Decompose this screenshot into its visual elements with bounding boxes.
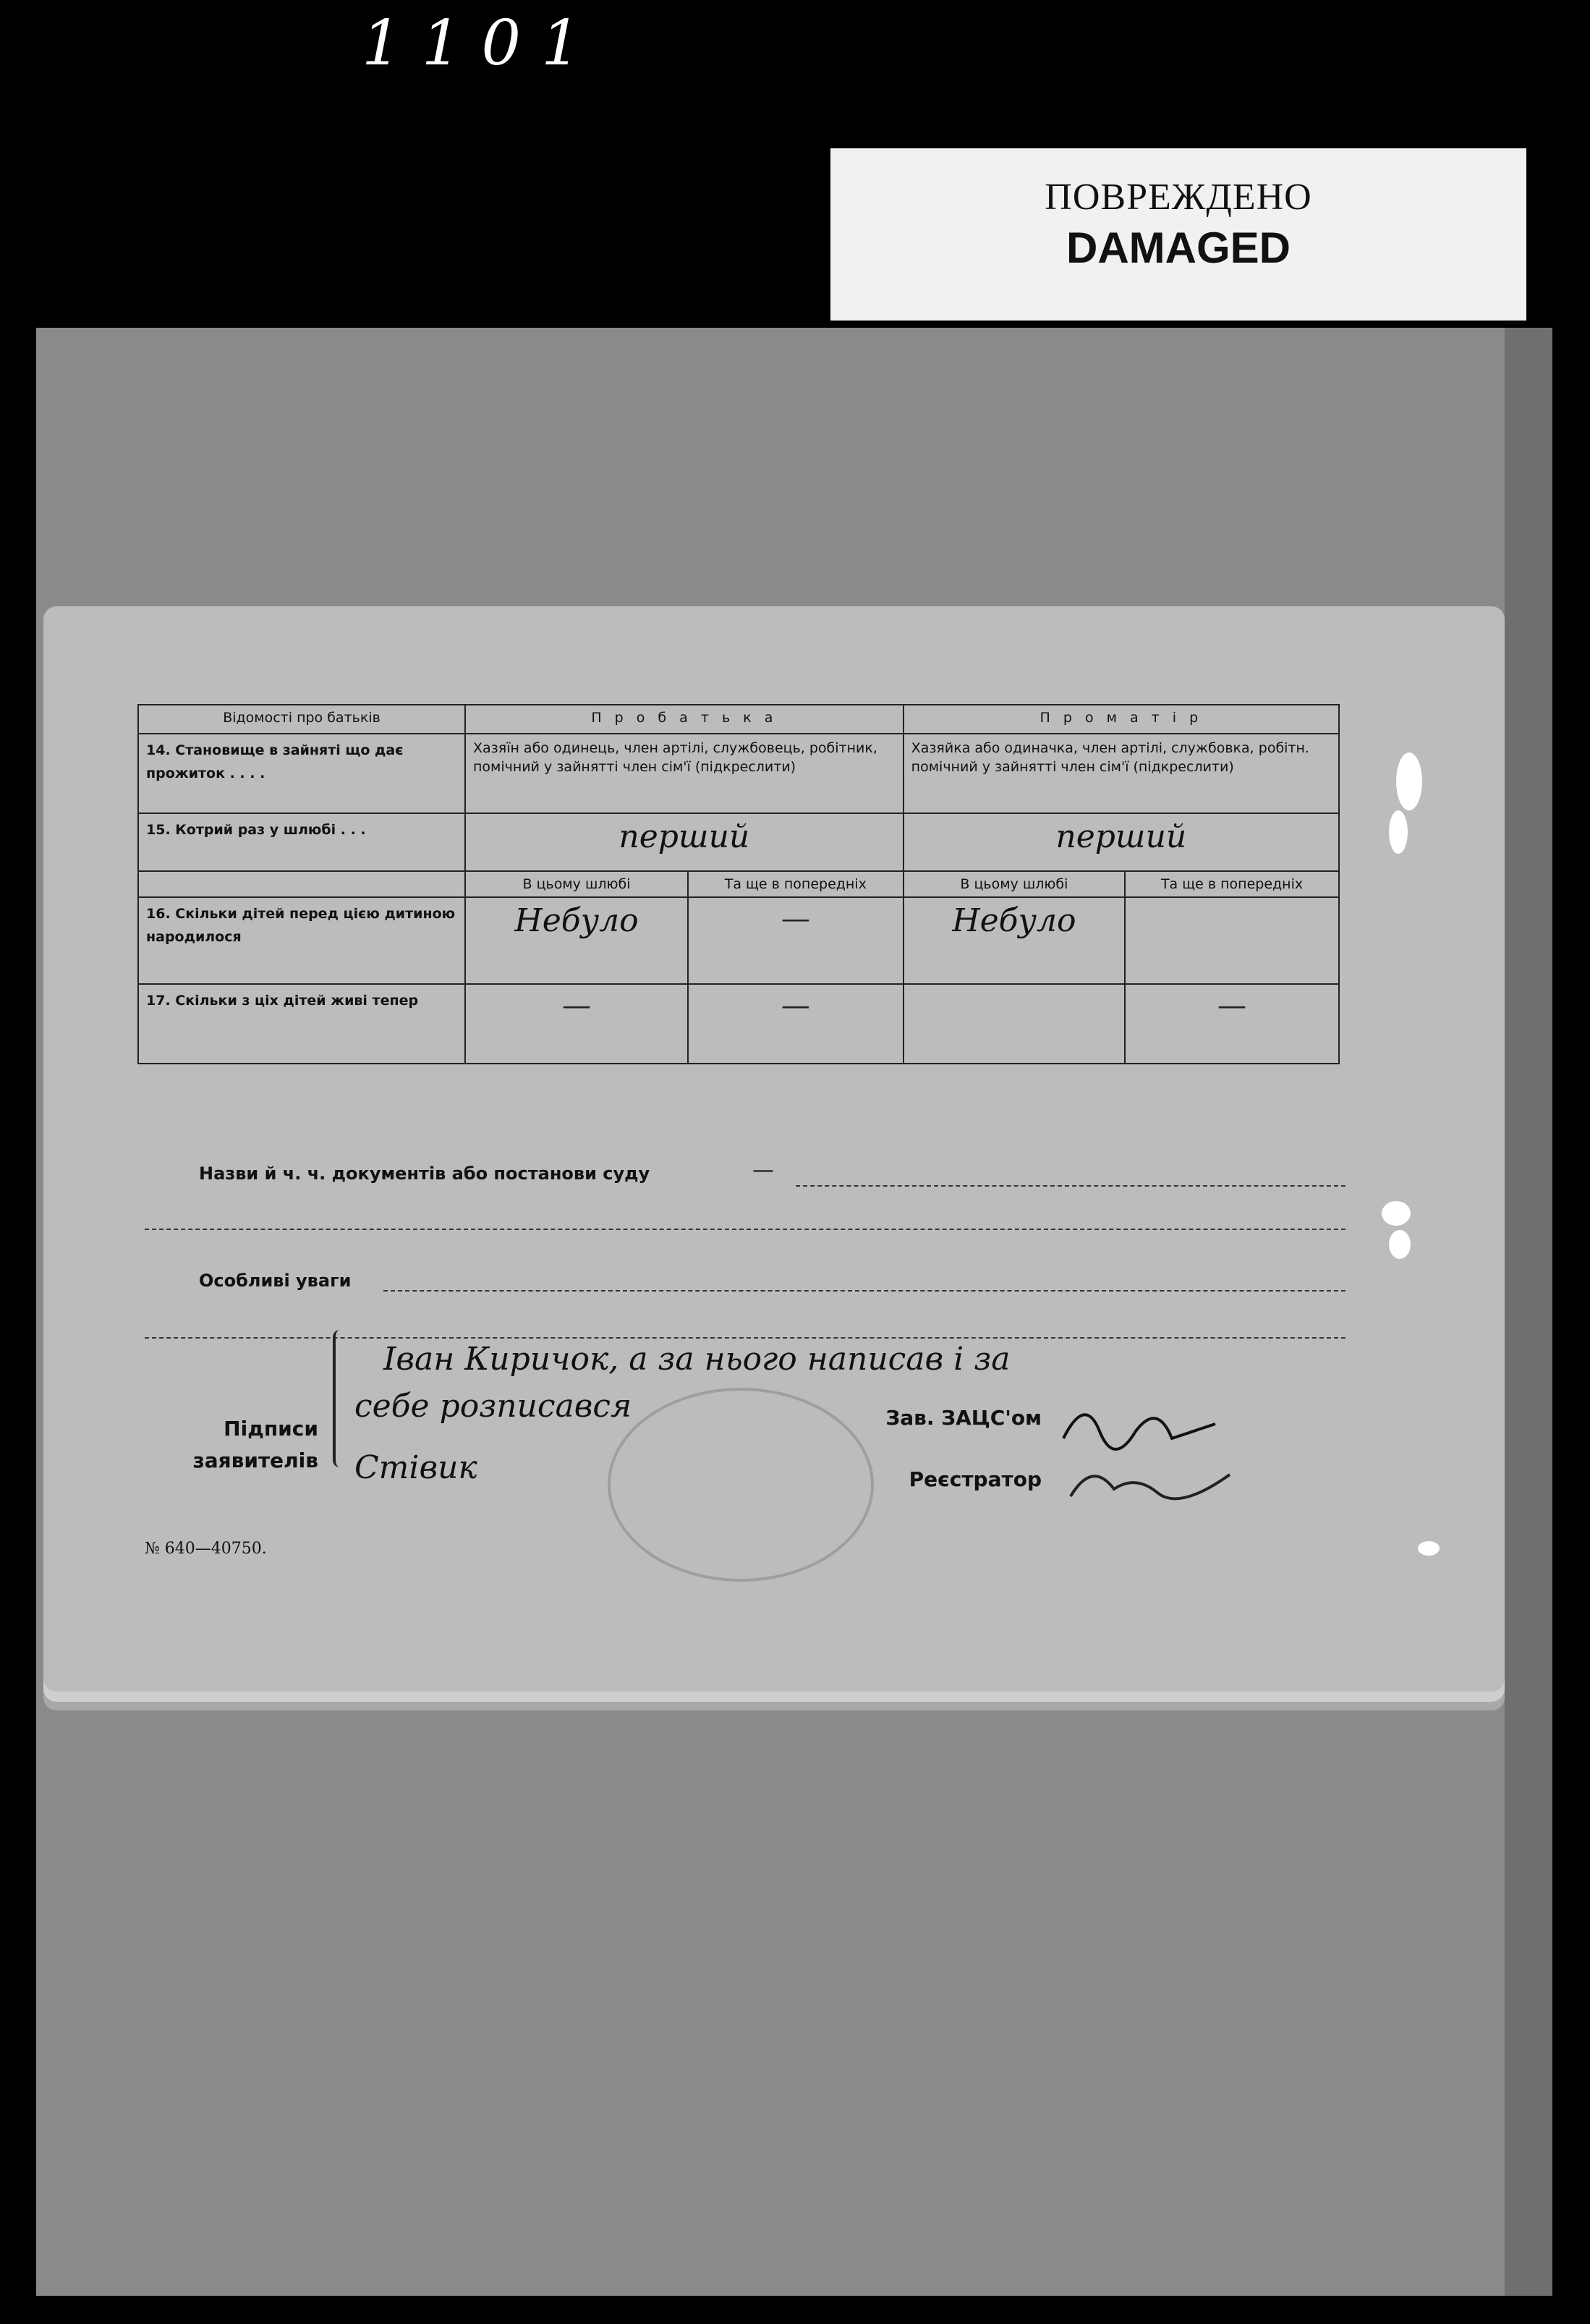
binding-hole bbox=[1396, 752, 1422, 810]
question-17: 17. Скільки з ціх дітей живі тепер bbox=[138, 984, 465, 1064]
applicant-signature-line2: себе розписався bbox=[354, 1388, 632, 1425]
mother-marriage-count: перший bbox=[1055, 818, 1187, 855]
applicants-brace bbox=[333, 1330, 349, 1467]
col-header-info: Відомості про батьків bbox=[138, 705, 465, 734]
documents-label: Назви й ч. ч. документів або постанови суду bbox=[199, 1163, 650, 1184]
applicant-signature-line1: Іван Киричок, а за нього написав і за bbox=[383, 1341, 1011, 1378]
registration-card bbox=[43, 606, 1505, 1692]
documents-line-1 bbox=[796, 1185, 1345, 1187]
question-14: 14. Становище в зайняті що дає прожиток . . . . bbox=[138, 734, 465, 813]
registrar-label: Реєстратор bbox=[909, 1467, 1042, 1491]
head-signature bbox=[1056, 1388, 1244, 1504]
binding-hole bbox=[1389, 1230, 1411, 1259]
col-header-father: П р о б а т ь к а bbox=[465, 705, 904, 734]
applicant-signature-line3: Стівик bbox=[354, 1449, 477, 1486]
father-children-prev: — bbox=[781, 902, 810, 936]
father-children-this: Небуло bbox=[514, 902, 639, 939]
head-label: Зав. ЗАЦС'ом bbox=[885, 1406, 1042, 1430]
father-occupation: Хазяїн або одинець, член артілі, службовець, робітник, помічний у зайнятті член сім'ї (підкреслити) bbox=[465, 734, 904, 813]
father-marriage-count: перший bbox=[618, 818, 750, 855]
col-header-mother: П р о м а т і р bbox=[904, 705, 1339, 734]
notes-line-2 bbox=[145, 1337, 1345, 1339]
subheader-father-prev: Та ще в попередніх bbox=[688, 871, 904, 897]
mother-occupation: Хазяйка або одиначка, член артілі, службовка, робітн. помічний у зайнятті член сім'ї (підкреслити) bbox=[904, 734, 1339, 813]
documents-line-2 bbox=[145, 1229, 1345, 1230]
mother-children-this: Небуло bbox=[952, 902, 1076, 939]
binding-hole bbox=[1382, 1201, 1411, 1226]
folder-edge bbox=[1505, 328, 1552, 2296]
father-living-this: — bbox=[561, 989, 591, 1022]
question-15: 15. Котрий раз у шлюбі . . . bbox=[138, 813, 465, 871]
binding-hole bbox=[1418, 1541, 1440, 1556]
form-number: № 640—40750. bbox=[145, 1540, 267, 1558]
damaged-label-en: DAMAGED bbox=[1066, 224, 1291, 272]
film-frame-number: 1101 bbox=[362, 7, 601, 80]
notes-line-1 bbox=[383, 1290, 1345, 1292]
subheader-mother-prev: Та ще в попередніх bbox=[1125, 871, 1339, 897]
parents-table bbox=[137, 704, 1340, 1064]
binding-hole bbox=[1389, 810, 1408, 854]
damaged-label-ru: ПОВРЕЖДЕНО bbox=[1045, 177, 1312, 218]
notes-label: Особливі уваги bbox=[199, 1271, 352, 1291]
damaged-label bbox=[830, 148, 1526, 321]
documents-value: — bbox=[752, 1158, 774, 1183]
subheader-mother-this: В цьому шлюбі bbox=[904, 871, 1125, 897]
father-living-prev: — bbox=[781, 989, 810, 1022]
applicants-label: Підписи заявителів bbox=[192, 1417, 318, 1472]
subheader-father-this: В цьому шлюбі bbox=[465, 871, 688, 897]
question-16: 16. Скільки дітей перед цією дитиною народилося bbox=[138, 897, 465, 984]
mother-living-prev: — bbox=[1217, 989, 1247, 1022]
